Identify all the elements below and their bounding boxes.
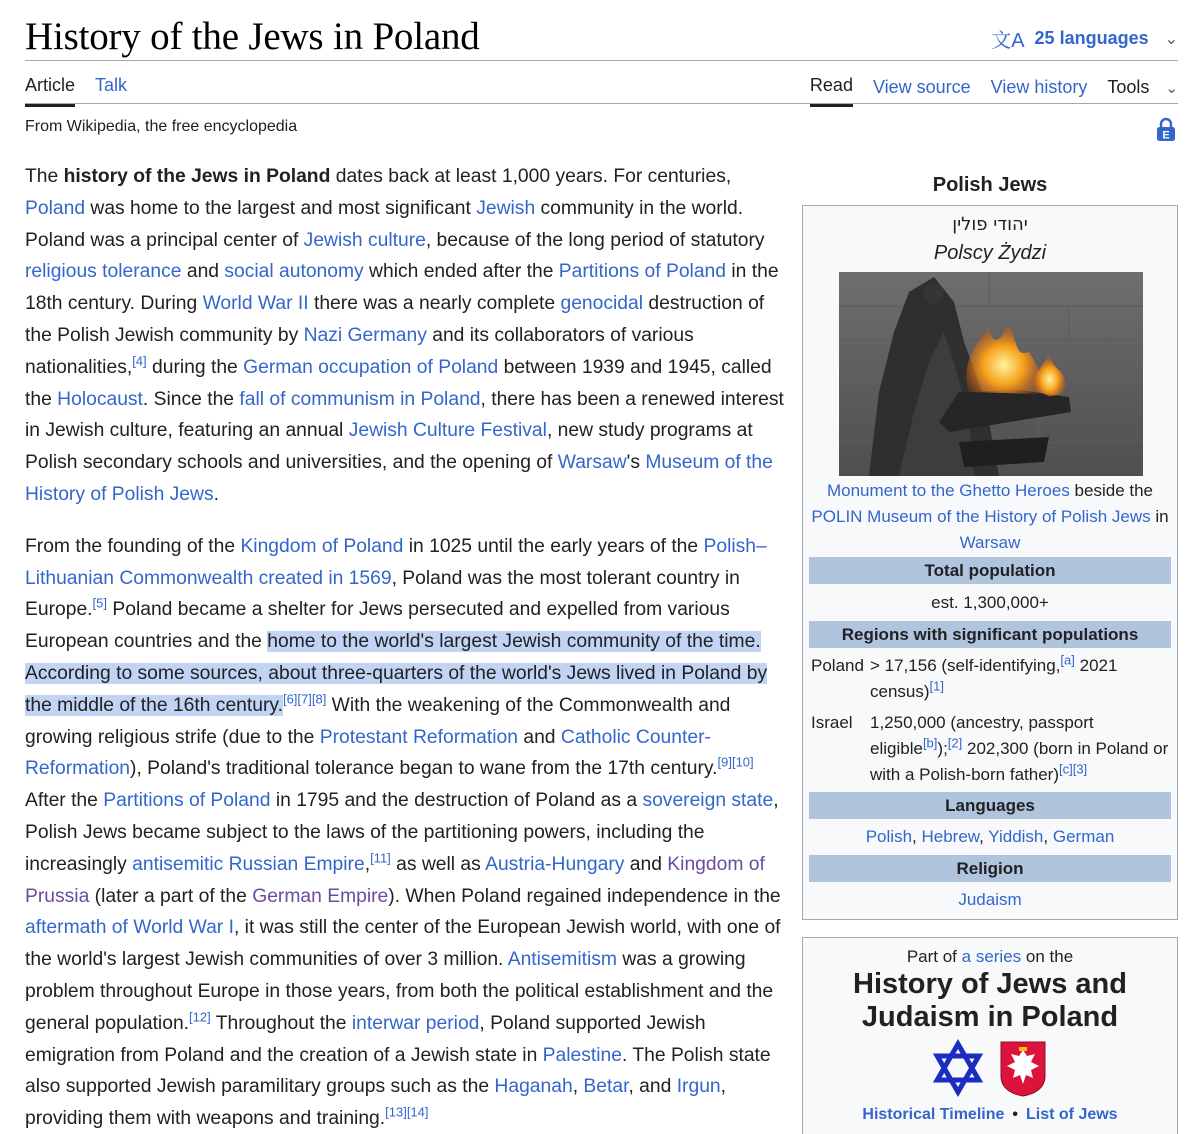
infobox-caption: Polish Jews (932, 174, 1048, 196)
tab-talk[interactable]: Talk (95, 75, 128, 95)
link-ghetto-heroes[interactable]: Monument to the Ghetto Heroes (826, 481, 1070, 500)
citation-ref[interactable]: [13][14] (385, 1104, 429, 1120)
citation-ref[interactable]: [12] (189, 1009, 211, 1025)
link-fall-of-communism[interactable]: fall of communism in Poland (239, 388, 481, 410)
link-german-occupation[interactable]: German occupation of Poland (243, 356, 499, 378)
link-antisemitism[interactable]: Antisemitism (507, 949, 617, 971)
link-poland[interactable]: Poland (25, 197, 86, 219)
link-museum-polish-jews[interactable]: Museum of the History of Polish Jews (25, 452, 773, 505)
series-title: History of Jews and Judaism in Poland (853, 968, 1127, 1033)
paragraph-history: From the founding of the Kingdom of Poland in 1025 until the early years of the Polish–Lithuanian Commonwealth created in 1569, Poland was the most tolerant country in Europe.[5] Poland became a shelter for Jews persecuted and expelled from various European countries and the home to the world's largest Jewish community of the time. According to some sources, about three-quarters of the world's Jews lived in Poland by the middle of the 16th century.[6][7][8] With the weakening of the Commonwealth and growing religious strife (due to the Protestant Reformation and Catholic Counter-Reformation), Poland's traditional tolerance began to wane from the 17th century.[9][10] After the Partitions of Poland in 1795 and the destruction of Poland as a sovereign state, Polish Jews became subject to the laws of the partitioning powers, including the increasingly antisemitic Russian Empire,[11] as well as Austria-Hungary and Kingdom of Prussia (later a part of the German Empire). When Poland regained independence in the aftermath of World War I, it was still the center of the European Jewish world, with one of the world's largest Jewish communities of over 3 million. Antisemitism was a growing problem throughout Europe in those years, from both the political establishment and the general population.[12] Throughout the interwar period, Poland supported Jewish emigration from Poland and the creation of a Jewish state in Palestine. The Polish state also supported Jewish paramilitary groups such as the Haganah, Betar, and Irgun, providing them with weapons and training.[13][14] (25, 535, 781, 1130)
link-betar[interactable]: Betar (583, 1076, 629, 1098)
article-body (25, 161, 790, 1134)
link-warsaw[interactable]: Warsaw (557, 452, 627, 474)
tabs-divider (25, 103, 1178, 104)
infobox (802, 205, 1178, 920)
protection-lock-icon[interactable] (1156, 117, 1176, 141)
link-interwar-period[interactable]: interwar period (351, 1012, 480, 1034)
citation-ref[interactable]: [5] (92, 595, 108, 611)
region-value: > 17,156 (self-identifying,[a] 2021 census)[1] (870, 652, 1118, 701)
link-religious-tolerance[interactable]: religious tolerance (25, 261, 182, 283)
link-partitions-of-poland[interactable]: Partitions of Poland (558, 261, 727, 283)
note-ref[interactable]: [b] (922, 735, 938, 751)
link-nazi-germany[interactable]: Nazi Germany (303, 324, 427, 346)
link-aftermath-ww1[interactable]: aftermath of World War I (25, 917, 234, 939)
citation-ref[interactable]: [6][7][8] (282, 691, 327, 707)
languages-list: Polish, Hebrew, Yiddish, German (865, 827, 1115, 846)
link-palestine[interactable]: Palestine (542, 1044, 622, 1066)
link-world-war-ii[interactable]: World War II (202, 293, 309, 315)
link-yiddish-language[interactable]: Yiddish (988, 827, 1044, 846)
link-german-language[interactable]: German (1052, 827, 1115, 846)
tab-view-history[interactable]: View history (990, 76, 1088, 97)
region-value: 1,250,000 (ancestry, passport eligible[b]);[2] 202,300 (born in Poland or with a Polish-born father)[c][3] (870, 713, 1169, 784)
citation-ref[interactable]: [1] (929, 678, 944, 694)
selected-text: home to the world's largest Jewish community of the time. According to some sources, about three-quarters of the world's Jews lived in Poland by the middle of the 16th century. (25, 631, 768, 716)
link-historical-timeline[interactable]: Historical Timeline (862, 1106, 1005, 1123)
citation-ref[interactable]: [c][3] (1058, 761, 1088, 777)
link-jewish-culture-festival[interactable]: Jewish Culture Festival (348, 420, 547, 442)
total-population-header: Total population (809, 557, 1171, 584)
paragraph-intro: The history of the Jews in Poland dates back at least 1,000 years. For centuries, Poland was home to the largest and most significant Jewish community in the world. Poland was a principal center of Jewish culture, because of the long period of statutory religious tolerance and social autonomy which ended after the Partitions of Poland in the 18th century. During World War II there was a nearly complete genocidal destruction of the Polish Jewish community by Nazi Germany and its collaborators of various nationalities,[4] during the German occupation of Poland between 1939 and 1945, called the Holocaust. Since the fall of communism in Poland, there has been a renewed interest in Jewish culture, featuring an annual Jewish Culture Festival, new study programs at Polish secondary schools and universities, and the opening of Warsaw's Museum of the History of Polish Jews. (25, 166, 784, 505)
polish-name: Polscy Żydzi (933, 242, 1047, 264)
image-caption: Monument to the Ghetto Heroes beside the POLIN Museum of the History of Polish Jews in Warsaw (811, 481, 1169, 552)
svg-text:E: E (1162, 129, 1170, 141)
link-kingdom-of-poland[interactable]: Kingdom of Poland (240, 535, 404, 557)
citation-ref[interactable]: [2] (947, 735, 963, 751)
link-austria-hungary[interactable]: Austria-Hungary (485, 853, 625, 875)
link-protestant-reformation[interactable]: Protestant Reformation (319, 726, 518, 748)
link-german-empire[interactable]: German Empire (252, 885, 389, 907)
link-social-autonomy[interactable]: social autonomy (224, 261, 364, 283)
link-polish-language[interactable]: Polish (865, 827, 913, 846)
regions-header: Regions with significant populations (809, 621, 1171, 648)
link-holocaust[interactable]: Holocaust (57, 388, 143, 410)
link-genocidal[interactable]: genocidal (560, 293, 644, 315)
hebrew-name: יהודי פולין (952, 214, 1028, 235)
link-jewish-culture[interactable]: Jewish culture (303, 229, 426, 251)
link-judaism[interactable]: Judaism (958, 890, 1022, 909)
link-haganah[interactable]: Haganah (494, 1076, 573, 1098)
religion-header: Religion (809, 855, 1171, 882)
region-label: Poland (811, 656, 864, 675)
tab-view-source[interactable]: View source (872, 76, 971, 97)
tab-article[interactable]: Article (25, 75, 75, 107)
link-partitions-of-poland-2[interactable]: Partitions of Poland (103, 790, 271, 812)
link-counter-reformation[interactable]: Catholic Counter-Reformation (25, 726, 711, 780)
page-title: History of the Jews in Poland (25, 15, 480, 58)
translate-icon: 文A (991, 30, 1025, 52)
link-warsaw-caption[interactable]: Warsaw (959, 533, 1021, 552)
languages-label: 25 languages (1034, 28, 1149, 48)
site-tagline: From Wikipedia, the free encyclopedia (25, 118, 298, 135)
series-sidebar (802, 937, 1178, 1134)
article-subject: history of the Jews in Poland (63, 166, 331, 187)
languages-header: Languages (809, 792, 1171, 819)
link-russian-empire[interactable]: antisemitic Russian Empire (132, 853, 365, 875)
citation-ref[interactable]: [11] (370, 850, 391, 866)
link-kingdom-of-prussia[interactable]: Kingdom of Prussia (25, 853, 765, 907)
chevron-down-icon: ⌄ (1165, 79, 1178, 97)
religion-value (809, 887, 1171, 913)
series-emblems (803, 1038, 1179, 1108)
link-jewish[interactable]: Jewish (476, 197, 536, 219)
link-sovereign-state[interactable]: sovereign state (642, 790, 774, 812)
star-of-david-icon (937, 1044, 979, 1092)
monument-photo[interactable] (839, 272, 1143, 476)
link-polin-museum[interactable]: POLIN Museum of the History of Polish Jews (811, 507, 1151, 526)
tools-label: Tools (1107, 76, 1150, 97)
region-label: Israel (811, 713, 853, 732)
citation-ref[interactable]: [4] (132, 353, 147, 369)
note-ref[interactable]: [a] (1060, 652, 1075, 668)
link-list-of-jews[interactable]: List of Jews (1026, 1106, 1118, 1123)
separator-dot: • (1012, 1106, 1018, 1123)
link-irgun[interactable]: Irgun (676, 1076, 721, 1098)
title-divider (25, 60, 1178, 61)
languages-button[interactable] (991, 24, 1178, 53)
link-commonwealth[interactable]: Polish–Lithuanian Commonwealth created in 1569 (25, 535, 767, 589)
total-population-value: est. 1,300,000+ (931, 593, 1049, 612)
region-row-poland (809, 653, 1171, 707)
link-hebrew-language[interactable]: Hebrew (921, 827, 980, 846)
series-links (803, 1106, 1177, 1124)
chevron-down-icon: ⌄ (1164, 30, 1178, 48)
citation-ref[interactable]: [9][10] (717, 754, 754, 770)
tools-menu[interactable] (1107, 77, 1178, 106)
polish-coat-of-arms-icon (1001, 1042, 1045, 1096)
series-intro: Part of a series on the (906, 947, 1074, 966)
link-series[interactable]: a series (961, 947, 1022, 966)
tab-read[interactable]: Read (810, 75, 853, 107)
region-row-israel (809, 710, 1171, 790)
